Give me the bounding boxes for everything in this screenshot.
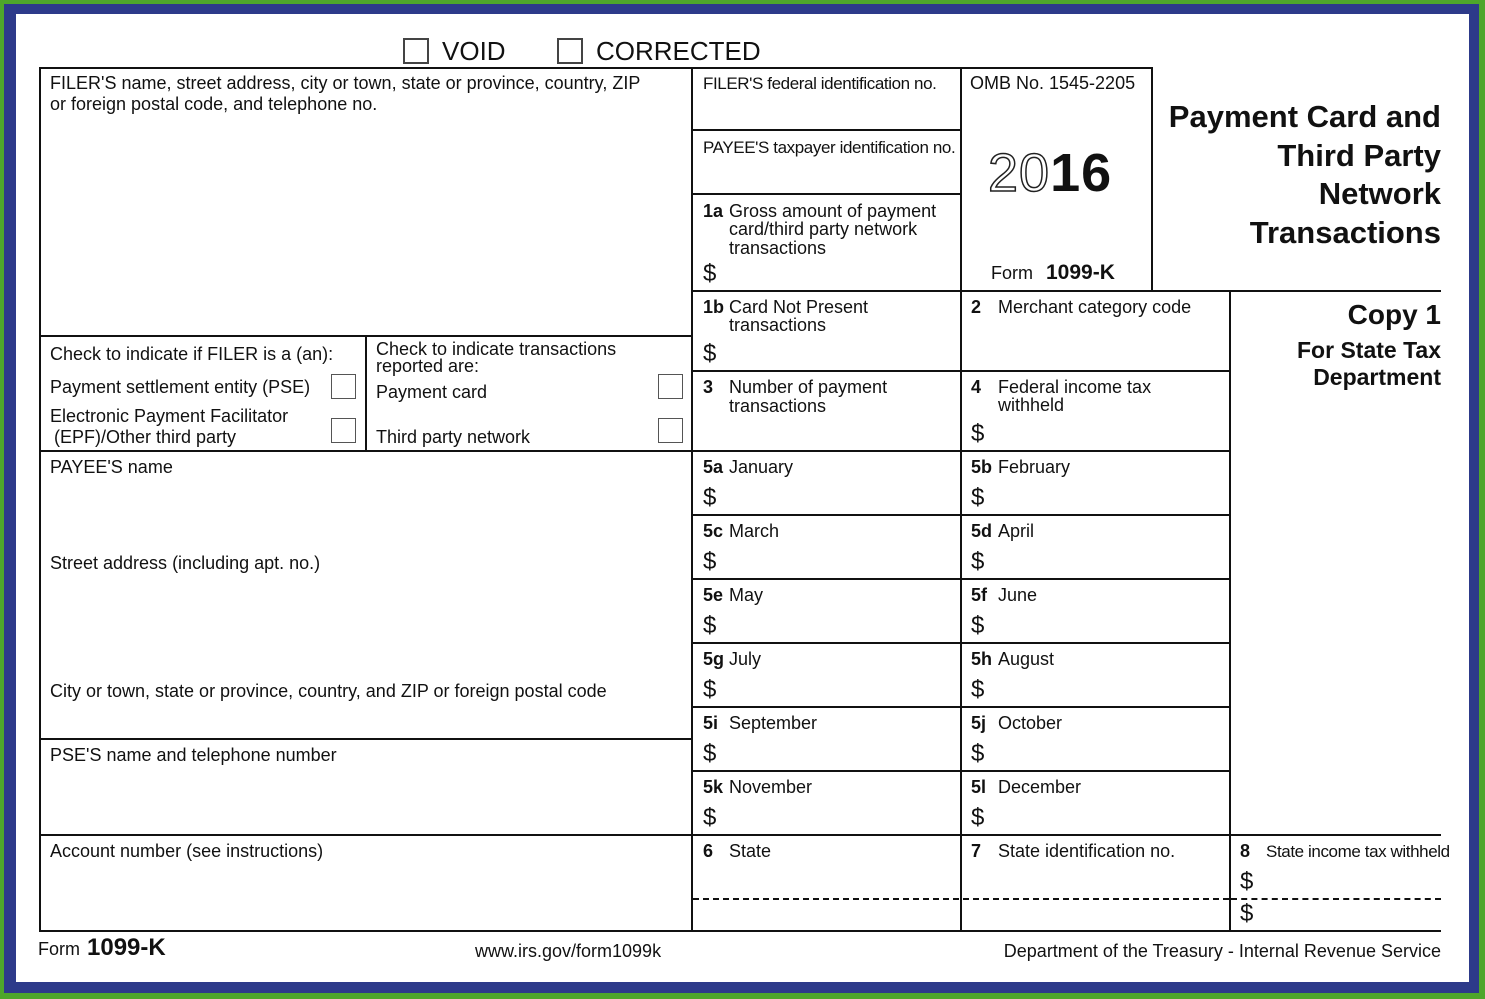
- box-5h-label: August: [998, 649, 1055, 669]
- box-4-label-2: withheld: [998, 395, 1065, 415]
- box-3-label-1: Number of payment: [729, 377, 888, 397]
- account-number-label: Account number (see instructions): [50, 841, 324, 861]
- box-7-number: 7: [971, 841, 982, 861]
- pse-name-label: PSE'S name and telephone number: [50, 745, 337, 765]
- tax-year-solid: 16: [1050, 143, 1113, 203]
- box-5k-number: 5k: [703, 777, 724, 797]
- line-tin: [691, 193, 961, 195]
- box-5g-label: July: [729, 649, 762, 669]
- box-5g-dollar: $: [703, 676, 717, 703]
- box-5h-dollar: $: [971, 676, 985, 703]
- line-payee-bottom: [39, 738, 692, 740]
- box-5k-dollar: $: [703, 804, 717, 831]
- box-5d-label: April: [998, 521, 1035, 541]
- payee-name-label: PAYEE'S name: [50, 457, 173, 477]
- box-5e-label: May: [729, 585, 764, 605]
- line-checks-bottom: [39, 450, 692, 452]
- box-1a-label-3: transactions: [729, 238, 827, 258]
- form-title-line3: Network: [1318, 176, 1441, 211]
- box-5f-number: 5f: [971, 585, 988, 605]
- box-5b-number: 5b: [971, 457, 993, 477]
- epf-checkbox[interactable]: [331, 418, 356, 443]
- dash-8: [1231, 898, 1441, 900]
- payment-card-checkbox[interactable]: [658, 374, 683, 399]
- omb-number: OMB No. 1545-2205: [970, 73, 1136, 93]
- line-1b: [691, 370, 1231, 372]
- box-1a-dollar: $: [703, 260, 717, 287]
- box-5b-dollar: $: [971, 484, 985, 511]
- box-1a-number: 1a: [703, 201, 724, 221]
- box-5l-dollar: $: [971, 804, 985, 831]
- footer-form-word: Form: [38, 939, 80, 959]
- third-party-checkbox[interactable]: [658, 418, 683, 443]
- box-5a-label: January: [729, 457, 794, 477]
- box-1a-label-1: Gross amount of payment: [729, 201, 937, 221]
- form-1099k-page: [16, 14, 1469, 982]
- box-5j-label: October: [998, 713, 1063, 733]
- omb-form-number: 1099-K: [1046, 261, 1115, 284]
- form-title: [1169, 98, 1441, 252]
- check-trans-label-1: Check to indicate transactions: [376, 339, 617, 359]
- box-1b-label-1: Card Not Present: [729, 297, 869, 317]
- line-5cd: [691, 578, 1231, 580]
- box-2-number: 2: [971, 297, 982, 317]
- filer-name-label-1: FILER'S name, street address, city or town, state or province, country, ZIP: [50, 73, 641, 93]
- box-5e-number: 5e: [703, 585, 724, 605]
- check-trans-label-2: reported are:: [376, 356, 480, 376]
- box-5e-dollar: $: [703, 612, 717, 639]
- footer-url: www.irs.gov/form1099k: [475, 941, 662, 961]
- box-5a-dollar: $: [703, 484, 717, 511]
- box-8-dollar-1: $: [1240, 868, 1254, 895]
- form-title-line2: Third Party: [1277, 137, 1441, 173]
- footer-agency: Department of the Treasury - Internal Revenue Service: [1003, 941, 1441, 961]
- box-5f-label: June: [998, 585, 1038, 605]
- box-5b-label: February: [998, 457, 1071, 477]
- line-5kl: [39, 834, 1441, 836]
- pse-label: Payment settlement entity (PSE): [50, 377, 311, 397]
- box-5a-number: 5a: [703, 457, 724, 477]
- form-left-border: [39, 67, 41, 931]
- line-5gh: [691, 706, 1231, 708]
- box-1b-dollar: $: [703, 340, 717, 367]
- line-fedid: [691, 129, 961, 131]
- pse-checkbox[interactable]: [331, 374, 356, 399]
- box-8-number: 8: [1240, 841, 1251, 861]
- box-8-label: State income tax withheld: [1266, 842, 1450, 861]
- line-1a: [691, 290, 1231, 292]
- box-5f-dollar: $: [971, 612, 985, 639]
- box-5g-number: 5g: [703, 649, 725, 669]
- omb-right-border: [1151, 67, 1153, 291]
- box-5k-label: November: [729, 777, 813, 797]
- box-5i-number: 5i: [703, 713, 719, 733]
- copy-heading: Copy 1: [1347, 299, 1441, 330]
- copy-sub: [1297, 337, 1441, 391]
- check-filer-label: Check to indicate if FILER is a (an):: [50, 344, 334, 364]
- line-3: [691, 450, 1231, 452]
- divider-omb: [960, 67, 962, 291]
- box-5i-dollar: $: [703, 740, 717, 767]
- third-party-label: Third party network: [376, 427, 531, 447]
- box-5j-number: 5j: [971, 713, 987, 733]
- form-top-border: [39, 67, 1153, 69]
- tax-year-outline: 20: [988, 143, 1051, 203]
- box-5l-number: 5l: [971, 777, 987, 797]
- payee-city-label: City or town, state or province, country, and ZIP or foreign postal code: [50, 681, 607, 701]
- footer-form-number: 1099-K: [87, 934, 166, 961]
- box-4-number: 4: [971, 377, 982, 397]
- form-title-line1: Payment Card and: [1168, 99, 1441, 134]
- payee-street-label: Street address (including apt. no.): [50, 553, 321, 573]
- line-5ij: [691, 770, 1231, 772]
- payment-card-label: Payment card: [376, 382, 488, 402]
- box-5i-label: September: [729, 713, 818, 733]
- box-5c-label: March: [729, 521, 780, 541]
- box-1b-label-2: transactions: [729, 315, 827, 335]
- box-2-label: Merchant category code: [998, 297, 1192, 317]
- line-5ab: [691, 514, 1231, 516]
- form-title-line4: Transactions: [1249, 214, 1441, 250]
- line-5ef: [691, 642, 1231, 644]
- box-6-number: 6: [703, 841, 714, 861]
- divider-col1: [691, 67, 693, 931]
- box-5h-number: 5h: [971, 649, 993, 669]
- box-4-dollar: $: [971, 420, 985, 447]
- box-5l-label: December: [998, 777, 1082, 797]
- epf-label-2: (EPF)/Other third party: [54, 427, 237, 447]
- copy-sub-line2: Department: [1313, 364, 1441, 390]
- box-5d-dollar: $: [971, 548, 985, 575]
- box-6-label: State: [729, 841, 772, 861]
- dash-67: [693, 898, 1229, 900]
- copy-sub-line1: For State Tax: [1297, 337, 1441, 363]
- payee-tin-label: PAYEE'S taxpayer identification no.: [703, 138, 956, 157]
- void-label: VOID: [442, 36, 506, 66]
- box-4-label-1: Federal income tax: [998, 377, 1152, 397]
- box-8-dollar-2: $: [1240, 900, 1254, 927]
- box-5c-dollar: $: [703, 548, 717, 575]
- box-5d-number: 5d: [971, 521, 993, 541]
- box-3-label-2: transactions: [729, 396, 827, 416]
- void-checkbox[interactable]: [403, 38, 429, 64]
- box-5j-dollar: $: [971, 740, 985, 767]
- box-1b-number: 1b: [703, 297, 725, 317]
- corrected-label: CORRECTED: [596, 36, 761, 66]
- omb-form-word: Form: [991, 263, 1033, 283]
- filer-fedid-label: FILER'S federal identification no.: [703, 74, 937, 93]
- box-3-number: 3: [703, 377, 714, 397]
- epf-label-1: Electronic Payment Facilitator: [50, 406, 289, 426]
- filer-name-label-2: or foreign postal code, and telephone no.: [50, 94, 378, 114]
- divider-checks: [365, 335, 367, 451]
- box-7-label: State identification no.: [998, 841, 1176, 861]
- box-1a-label-2: card/third party network: [729, 219, 918, 239]
- corrected-checkbox[interactable]: [557, 38, 583, 64]
- box-5c-number: 5c: [703, 521, 724, 541]
- tax-year: [988, 143, 1113, 203]
